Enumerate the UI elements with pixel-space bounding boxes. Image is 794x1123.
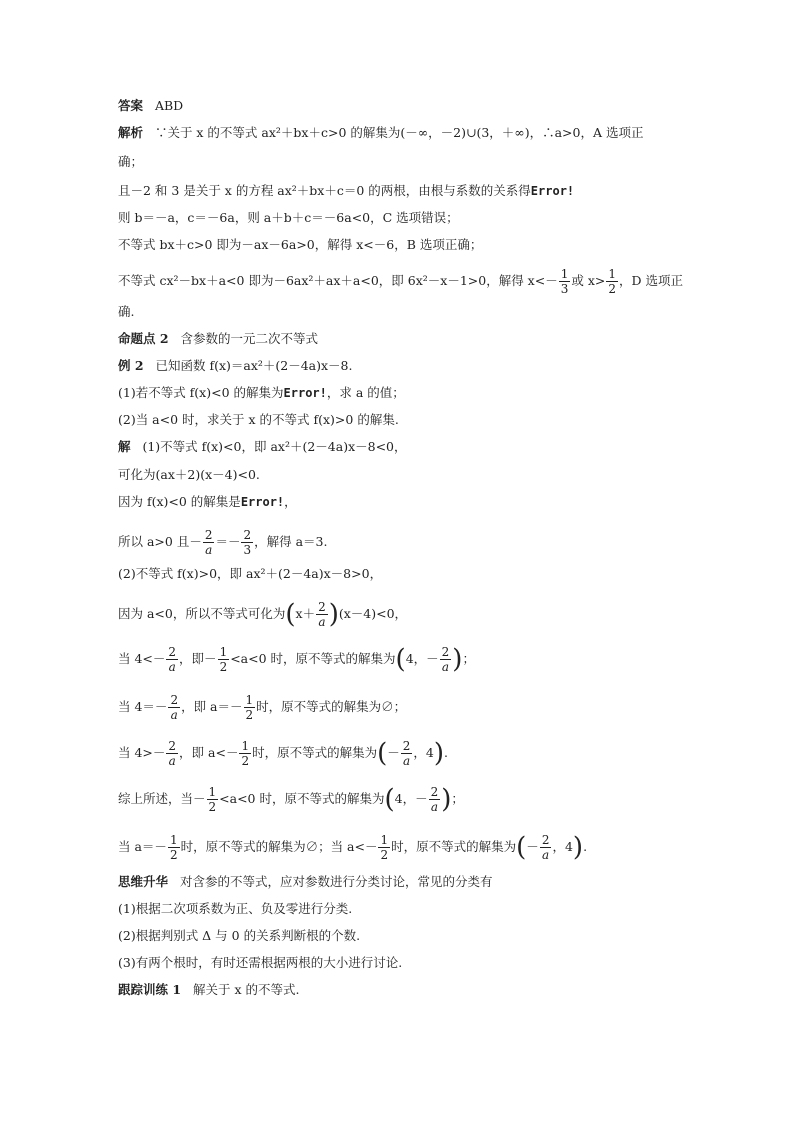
left-paren: (	[285, 599, 296, 630]
text: ，4	[552, 839, 573, 854]
text: 当 4>－	[118, 745, 166, 760]
text: 4，－	[405, 651, 439, 666]
point-label: 命题点 2	[118, 331, 169, 346]
fraction-den: 3	[560, 282, 569, 296]
fraction	[540, 833, 552, 862]
answer-label: 答案	[118, 98, 144, 113]
solution-text-1: (1)不等式 f(x)<0，即 ax²＋(2－4a)x－8<0，	[142, 439, 407, 454]
fraction	[401, 739, 413, 768]
analysis-text-6b: 或 x>	[571, 273, 606, 288]
fraction	[168, 833, 180, 862]
fraction	[241, 528, 253, 557]
fraction-num: 2	[541, 833, 550, 847]
analysis-line-4: 则 b＝－a，c＝－6a，则 a＋b＋c＝－6a<0，C 选项错误；	[118, 210, 459, 225]
solution-line-7	[118, 645, 475, 674]
analysis-line-6	[118, 267, 683, 296]
text: 4，－	[394, 791, 428, 806]
fraction-num: 1	[380, 833, 389, 847]
text: 时，原不等式的解集为∅；	[256, 699, 407, 714]
right-paren: )	[328, 599, 339, 630]
question-2: (2)当 a<0 时，求关于 x 的不等式 f(x)>0 的解集.	[118, 412, 399, 427]
fraction-den: a	[318, 615, 326, 629]
text: －	[387, 745, 400, 760]
text: <a<0 时，原不等式的解集为	[219, 791, 385, 806]
solution-line-4	[118, 528, 327, 557]
fraction-num: 2	[204, 528, 213, 542]
text: <a<0 时，原不等式的解集为	[230, 651, 396, 666]
fraction	[207, 785, 219, 814]
text: －	[526, 839, 539, 854]
fraction-den: a	[441, 660, 450, 674]
text: x＋	[295, 606, 316, 621]
fraction	[203, 528, 215, 557]
training-text: 解关于 x 的不等式.	[192, 982, 300, 997]
text: 当 a＝－	[118, 839, 167, 854]
point-title: 含参数的一元二次不等式	[180, 331, 318, 346]
fraction	[378, 833, 390, 862]
thinking-heading	[118, 873, 492, 891]
fraction-num: 1	[245, 693, 254, 707]
text: .	[444, 745, 449, 760]
right-paren: )	[572, 832, 584, 863]
point-heading	[118, 330, 318, 348]
fraction-num: 2	[430, 785, 439, 799]
thinking-item-1: (1)根据二次项系数为正、负及零进行分类.	[118, 901, 353, 916]
text: ；	[451, 791, 464, 806]
example-stem-text: 已知函数 f(x)＝ax²＋(2－4a)x－8.	[155, 358, 353, 373]
answer-value: ABD	[154, 98, 184, 113]
fraction-num: 1	[169, 833, 178, 847]
right-paren: )	[433, 738, 445, 769]
left-paren: (	[395, 644, 406, 675]
text: ，即－	[179, 651, 217, 666]
text: 当 4＝－	[118, 699, 168, 714]
left-paren: (	[384, 784, 395, 815]
text: ＝－	[215, 534, 241, 549]
answer-line	[118, 97, 183, 115]
solution-label: 解	[118, 439, 131, 454]
analysis-text-6a: 不等式 cx²－bx＋a<0 即为－6ax²＋ax＋a<0，即 6x²－x－1>0，解得 x<－	[118, 273, 558, 288]
fraction-den: 2	[245, 708, 254, 722]
text: ；	[462, 651, 475, 666]
analysis-text-3: 且－2 和 3 是关于 x 的方程 ax²＋bx＋c＝0 的两根，由根与系数的关系得	[118, 183, 531, 198]
fraction-num: 1	[608, 267, 616, 281]
fraction	[168, 693, 180, 722]
fraction	[166, 645, 178, 674]
text: 时，原不等式的解集为∅；当 a<－	[180, 839, 378, 854]
fraction	[316, 600, 328, 629]
fraction-den: 2	[608, 282, 616, 296]
text: ，即 a＝－	[181, 699, 243, 714]
fraction	[606, 267, 618, 296]
text: (x－4)<0，	[338, 606, 408, 621]
solution-line-8	[118, 693, 406, 722]
analysis-text-1: ∵关于 x 的不等式 ax²＋bx＋c>0 的解集为(－∞，－2)∪(3，＋∞)，∴a>0，A 选项正	[154, 125, 644, 140]
fraction-den: 3	[243, 543, 252, 557]
solution-line-9	[118, 739, 448, 768]
fraction	[239, 739, 251, 768]
fraction-num: 1	[208, 785, 217, 799]
thinking-label: 思维升华	[118, 874, 169, 889]
text: 时，原不等式的解集为	[391, 839, 517, 854]
fraction-den: a	[403, 754, 411, 768]
question-1	[118, 384, 405, 402]
text: ，解得 a＝3.	[254, 534, 328, 549]
fraction	[218, 645, 230, 674]
solution-text-3: 因为 f(x)<0 的解集是	[118, 494, 241, 509]
solution-line-2: 可化为(ax＋2)(x－4)<0.	[118, 467, 260, 482]
text: 时，原不等式的解集为	[252, 745, 378, 760]
fraction-num: 2	[170, 693, 179, 707]
fraction	[559, 267, 571, 296]
error-text: Error!	[240, 495, 285, 509]
thinking-intro: 对含参的不等式，应对参数进行分类讨论，常见的分类有	[179, 874, 493, 889]
analysis-line-7: 确.	[118, 304, 135, 319]
solution-line-5: (2)不等式 f(x)>0，即 ax²＋(2－4a)x－8>0，	[118, 566, 383, 581]
text: ，即 a<－	[179, 745, 239, 760]
solution-line-1	[118, 438, 407, 456]
fraction-num: 2	[441, 645, 450, 659]
question-1-text: (1)若不等式 f(x)<0 的解集为	[118, 385, 284, 400]
fraction-num: 1	[219, 645, 228, 659]
solution-line-3	[118, 493, 297, 511]
example-label: 例 2	[118, 358, 144, 373]
text: ，4	[413, 745, 434, 760]
fraction-den: a	[168, 754, 176, 768]
fraction-den: 2	[380, 848, 389, 862]
solution-line-11	[118, 833, 587, 862]
fraction-den: a	[430, 800, 438, 814]
fraction-den: 2	[241, 754, 250, 768]
thinking-item-3: (3)有两个根时，有时还需根据两根的大小进行讨论.	[118, 955, 403, 970]
analysis-label: 解析	[118, 125, 144, 140]
fraction-num: 2	[318, 600, 326, 614]
fraction	[244, 693, 256, 722]
analysis-line-5: 不等式 bx＋c>0 即为－ax－6a>0，解得 x<－6，B 选项正确；	[118, 237, 483, 252]
fraction-den: a	[168, 660, 176, 674]
analysis-text-6c: ，D 选项正	[618, 273, 683, 288]
question-1-tail: ，求 a 的值；	[326, 385, 405, 400]
fraction-num: 1	[241, 739, 250, 753]
example-stem	[118, 357, 353, 375]
right-paren: )	[441, 784, 452, 815]
fraction-num: 2	[168, 739, 177, 753]
fraction-num: 2	[402, 739, 411, 753]
fraction-den: 2	[169, 848, 178, 862]
error-text: Error!	[530, 184, 575, 198]
fraction	[166, 739, 178, 768]
text: .	[583, 839, 588, 854]
text: 因为 a<0，所以不等式可化为	[118, 606, 286, 621]
training-line	[118, 981, 299, 999]
training-label: 跟踪训练 1	[118, 982, 182, 997]
analysis-line-2: 确；	[118, 154, 144, 169]
fraction-den: 2	[219, 660, 228, 674]
fraction-den: a	[542, 848, 550, 862]
text: 综上所述，当－	[118, 791, 206, 806]
solution-line-6	[118, 600, 407, 629]
analysis-line-3	[118, 182, 574, 200]
error-text: Error!	[283, 386, 327, 400]
fraction	[429, 785, 441, 814]
thinking-item-2: (2)根据判别式 Δ 与 0 的关系判断根的个数.	[118, 928, 361, 943]
text: 所以 a>0 且－	[118, 534, 202, 549]
text: 当 4<－	[118, 651, 166, 666]
fraction	[440, 645, 452, 674]
fraction-num: 2	[168, 645, 177, 659]
left-paren: (	[516, 832, 527, 863]
analysis-line-1	[118, 124, 643, 142]
solution-text-3b: ，	[284, 494, 297, 509]
fraction-den: a	[170, 708, 178, 722]
solution-line-10	[118, 785, 464, 814]
fraction-den: a	[205, 543, 213, 557]
fraction-num: 2	[243, 528, 252, 542]
fraction-den: 2	[208, 800, 217, 814]
fraction-num: 1	[560, 267, 569, 281]
left-paren: (	[377, 738, 388, 769]
right-paren: )	[452, 644, 463, 675]
